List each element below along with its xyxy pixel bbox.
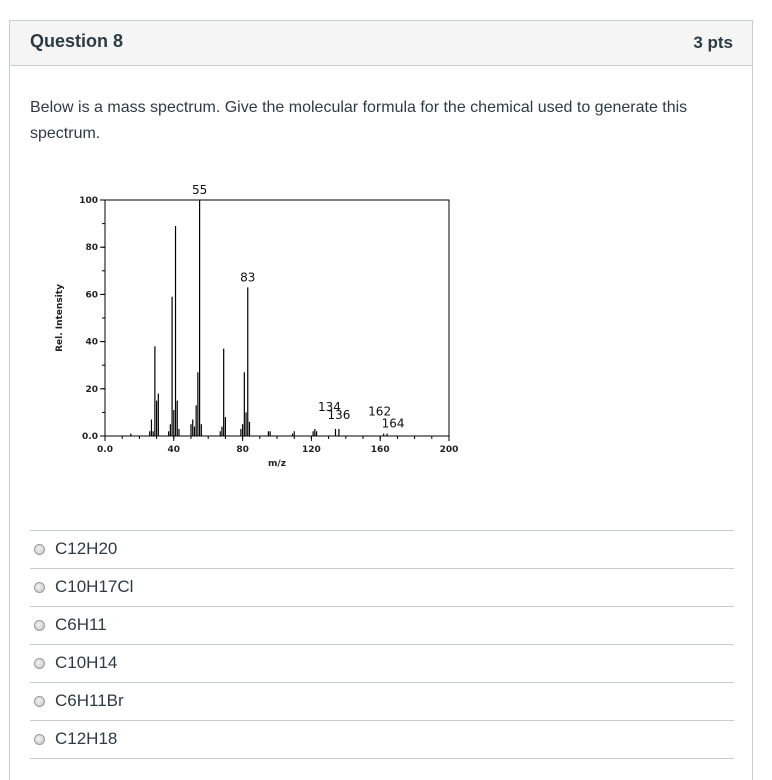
question-title: Question 8 bbox=[30, 31, 124, 51]
mass-spectrum-chart bbox=[50, 183, 470, 503]
x-tick-label: 160 bbox=[370, 445, 390, 455]
x-tick-label: 200 bbox=[439, 445, 459, 455]
answer-list bbox=[30, 530, 734, 759]
question-card bbox=[9, 20, 753, 780]
x-tick-label: 80 bbox=[236, 445, 249, 455]
radio-button[interactable] bbox=[34, 734, 45, 745]
x-tick-label: 0.0 bbox=[97, 445, 113, 455]
radio-button[interactable] bbox=[34, 582, 45, 593]
y-axis-label: Rel. Intensity bbox=[55, 284, 65, 352]
answer-label: C10H14 bbox=[55, 653, 118, 672]
peak-label: 134 bbox=[318, 399, 341, 414]
radio-button[interactable] bbox=[34, 696, 45, 707]
answer-label: C12H18 bbox=[55, 729, 118, 748]
y-tick-label: 0.0 bbox=[82, 432, 98, 442]
y-tick-label: 40 bbox=[85, 337, 98, 348]
y-tick-label: 80 bbox=[85, 243, 98, 254]
y-tick-label: 60 bbox=[85, 290, 98, 301]
answer-label: C12H20 bbox=[55, 539, 118, 558]
peak-label: 136 bbox=[327, 407, 351, 422]
peak-label: 164 bbox=[381, 416, 405, 431]
radio-button[interactable] bbox=[34, 544, 45, 555]
answer-option-4[interactable] bbox=[30, 644, 734, 682]
answer-label: C6H11Br bbox=[55, 691, 124, 710]
y-tick-label: 100 bbox=[79, 196, 98, 206]
answer-option-1[interactable] bbox=[30, 530, 734, 568]
answer-option-3[interactable] bbox=[30, 606, 734, 644]
answer-option-6[interactable] bbox=[30, 720, 734, 759]
peak-label: 83 bbox=[240, 270, 256, 285]
peak-label: 162 bbox=[368, 404, 392, 419]
x-tick-label: 40 bbox=[167, 445, 181, 455]
peak-label: 55 bbox=[191, 183, 208, 197]
question-points: 3 pts bbox=[693, 33, 733, 52]
answer-option-5[interactable] bbox=[30, 682, 734, 720]
answer-option-2[interactable] bbox=[30, 568, 734, 606]
radio-button[interactable] bbox=[34, 620, 45, 631]
x-tick-label: 120 bbox=[302, 445, 321, 455]
answer-label: C10H17Cl bbox=[55, 577, 134, 596]
radio-button[interactable] bbox=[34, 658, 45, 669]
question-text: Below is a mass spectrum. Give the molecular formula for the chemical used to generate this spectrum. bbox=[30, 99, 688, 142]
y-tick-label: 20 bbox=[85, 384, 98, 395]
question-header bbox=[10, 21, 752, 66]
x-axis-label: m/z bbox=[268, 459, 286, 469]
answer-label: C6H11 bbox=[55, 615, 107, 634]
